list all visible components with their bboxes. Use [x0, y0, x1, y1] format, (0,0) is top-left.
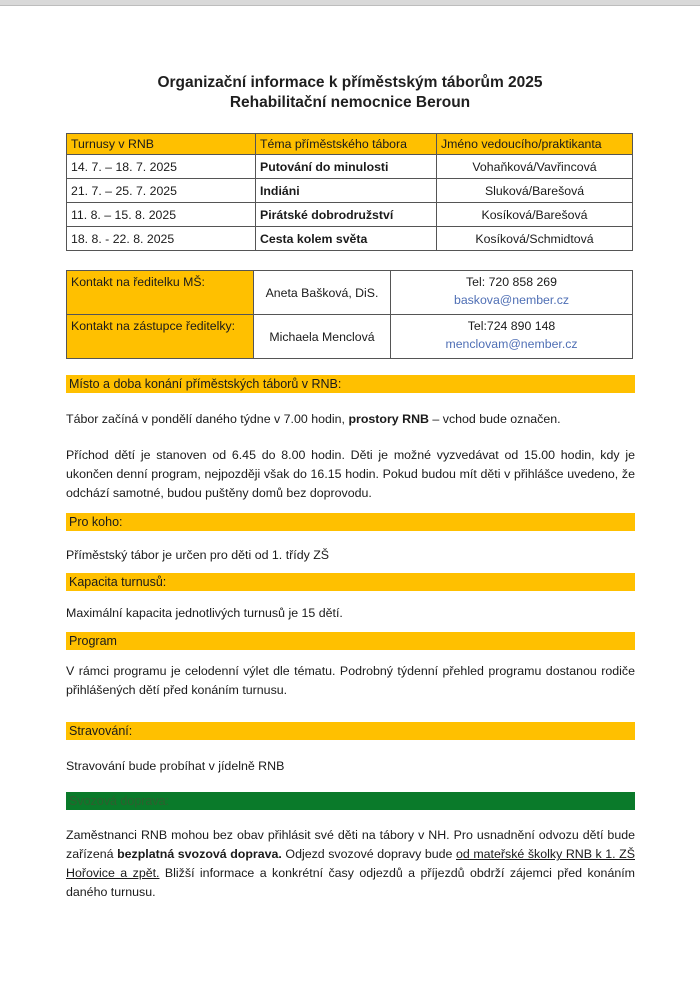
contact-info	[391, 271, 633, 315]
table-row	[67, 203, 633, 227]
scan-top-edge	[0, 0, 700, 6]
table-row	[67, 179, 633, 203]
stravovani-text: Stravování bude probíhat v jídelně RNB	[66, 759, 285, 773]
section-heading-svoz: Svozová doprava:	[66, 792, 635, 810]
turnus-date: 14. 7. – 18. 7. 2025	[67, 155, 256, 179]
turnus-table-header	[67, 134, 633, 155]
turnus-date: 18. 8. - 22. 8. 2025	[67, 227, 256, 251]
turnus-theme: Pirátské dobrodružství	[256, 203, 437, 227]
svoz-text: Zaměstnanci RNB mohou bez obav přihlásit své děti na tábory v NH. Pro usnadnění odvozu dětí bude zařízená	[66, 828, 635, 861]
header-tema: Téma příměstského tábora	[256, 134, 437, 155]
svoz-underlined: od mateřské školky RNB k 1. ZŠ Hořovice a zpět.	[66, 847, 635, 880]
section-heading-kapacita: Kapacita turnusů:	[66, 573, 635, 591]
contact-table	[66, 270, 633, 359]
contact-phone: Tel:724 890 148	[467, 319, 556, 333]
contact-info	[391, 315, 633, 359]
svoz-bold: bezplatná svozová doprava.	[117, 847, 282, 861]
document-title: Organizační informace k příměstským táborům 2025	[157, 74, 543, 91]
header-turnusy: Turnusy v RNB	[67, 134, 256, 155]
misto-bold: prostory RNB	[348, 412, 429, 426]
program-text: V rámci programu je celodenní výlet dle tématu. Podrobný týdenní přehled programu dostanou rodiče přihlášených dětí před konáním turnusu.	[66, 664, 635, 697]
section-heading-misto: Místo a doba konání příměstských táborů v RNB:	[66, 375, 635, 393]
prokoho-text: Příměstský tábor je určen pro děti od 1. třídy ZŠ	[66, 548, 330, 562]
contact-row-director	[67, 271, 633, 315]
document-subtitle: Rehabilitační nemocnice Beroun	[229, 94, 471, 111]
contact-label: Kontakt na ředitelku MŠ:	[67, 271, 254, 315]
contact-email[interactable]: menclovam@nember.cz	[445, 337, 578, 351]
turnus-leader: Sluková/Barešová	[437, 179, 633, 203]
turnus-table	[66, 133, 633, 251]
contact-label: Kontakt na zástupce ředitelky:	[67, 315, 254, 359]
turnus-date: 21. 7. – 25. 7. 2025	[67, 179, 256, 203]
contact-row-deputy	[67, 315, 633, 359]
header-vedouci: Jméno vedoucího/praktikanta	[437, 134, 633, 155]
misto-paragraph-2: Příchod dětí je stanoven od 6.45 do 8.00 hodin. Děti je možné vyzvedávat od 15.00 hodin, kdy je ukončen denní program, nejpozději však do 16.15 hodin. Pokud budou mít děti v přihlášce uvedeno, že odchází samotné, budou puštěny domů bez doprovodu.	[66, 448, 635, 500]
contact-phone: Tel: 720 858 269	[466, 275, 557, 289]
turnus-date: 11. 8. – 15. 8. 2025	[67, 203, 256, 227]
section-heading-stravovani: Stravování:	[66, 722, 635, 740]
svoz-text-2: Odjezd svozové dopravy bude	[281, 847, 456, 861]
svoz-paragraph	[66, 826, 635, 902]
svoz-text-end: Bližší informace a konkrétní časy odjezdů a příjezdů obdrží zájemci před konáním daného turnusu.	[66, 866, 635, 899]
contact-email[interactable]: baskova@nember.cz	[453, 293, 569, 307]
kapacita-text: Maximální kapacita jednotlivých turnusů je 15 dětí.	[66, 606, 343, 620]
turnus-theme: Indiáni	[256, 179, 437, 203]
section-heading-prokoho: Pro koho:	[66, 513, 635, 531]
contact-name: Aneta Bašková, DiS.	[254, 271, 391, 315]
section-heading-program: Program	[66, 632, 635, 650]
turnus-theme: Cesta kolem světa	[256, 227, 437, 251]
table-row	[67, 155, 633, 179]
misto-text-end: – vchod bude označen.	[428, 412, 561, 426]
misto-text: Tábor začíná v pondělí daného týdne v 7.00 hodin,	[66, 412, 349, 426]
turnus-leader: Vohaňková/Vavřincová	[437, 155, 633, 179]
turnus-leader: Kosíková/Schmidtová	[437, 227, 633, 251]
table-row	[67, 227, 633, 251]
turnus-theme: Putování do minulosti	[256, 155, 437, 179]
contact-name: Michaela Menclová	[254, 315, 391, 359]
misto-paragraph-1	[66, 410, 635, 429]
turnus-leader: Kosíková/Barešová	[437, 203, 633, 227]
